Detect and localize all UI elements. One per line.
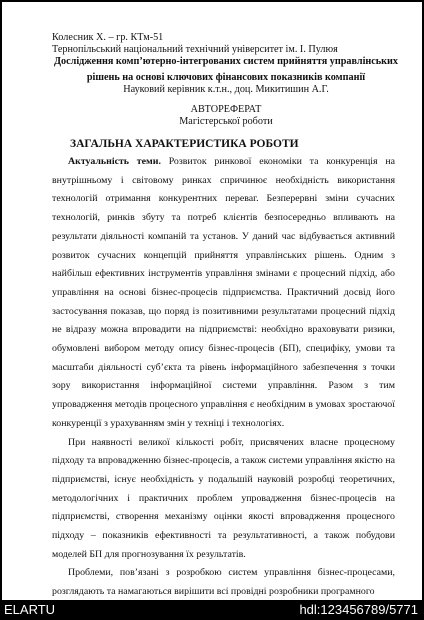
footer-handle: hdl:123456789/5771 [299, 602, 418, 617]
footer-bar [0, 600, 424, 620]
university-line: Тернопільський національний технічний університет ім. І. Пулюя [52, 44, 338, 55]
title-line-2: рішень на основі ключових фінансових показників компанії [86, 72, 366, 83]
abstract-heading: АВТОРЕФЕРАТ [190, 104, 262, 115]
footer-repository-label: ELARTU [4, 602, 56, 617]
relevance-text: Розвиток ринкової економіки та конкуренція на внутрішньому і світовому ринках спричинює необхідність використання технологій отримання конкурентних переваг. Безперервні зміни сучасних технологій, ринків збуту та потреб клієнтів безпосередньо впливають на результати діяльності компаній та установ. У даний час відбувається активний розвиток сучасних концепцій прийняття управлінських рішень. Одним з найбільш ефективних інструментів управління змінами є процесний підхід, або управління на основі бізнес-процесів підприємства. Практичний досвід його застосування показав, що поряд із позитивними результатами процесний підхід не відразу можна впровадити на підприємстві: необхідно враховувати ризики, обумовлені вибором методу опису бізнес-процесів (БП), специфіку, умови та масштаби діяльності суб’єкта та рівень інформаційного забезпечення з точки зору використання інформаційної системи управління. Разом з тим упровадження методів процесного управління є необхідним в умовах зростаючої конкуренції з урахуванням змін у техніці і технологіях. [52, 156, 395, 429]
document-body [52, 153, 395, 600]
paragraph-3: Проблеми, пов’язані з розробкою систем управління бізнес-процесами, розглядають та намагаються вирішити всі провідні розробники програмного [52, 567, 395, 598]
author-line: Колесник Х. – гр. КТм-51 [52, 32, 164, 43]
paragraph-relevance [52, 153, 395, 434]
title-line-1: Дослідження комп’ютерно-інтегрованих систем прийняття управлінських [53, 56, 399, 67]
abstract-subheading: Магістерської роботи [179, 116, 273, 127]
supervisor-line: Науковий керівник к.т.н., доц. Микитишин А.Г. [123, 84, 329, 95]
section-heading: ЗАГАЛЬНА ХАРАКТЕРИСТИКА РОБОТИ [70, 138, 299, 150]
paragraph-2: При наявності великої кількості робіт, присвячених власне процесному підходу та впровадженню бізнес-процесів, а також системи управління якістю на підприємстві, існує необхідність у подальшій науковій розробці теоретичних, методологічних і практичних проблем упровадження бізнес-процесів на підприємстві, створення механізму оцінки якості впровадження процесного підходу – показників ефективності та результативності, а також побудови моделей БП для прогнозування їх результатів. [52, 436, 395, 560]
document-page [2, 2, 422, 600]
relevance-lead: Актуальність теми. [68, 156, 161, 167]
